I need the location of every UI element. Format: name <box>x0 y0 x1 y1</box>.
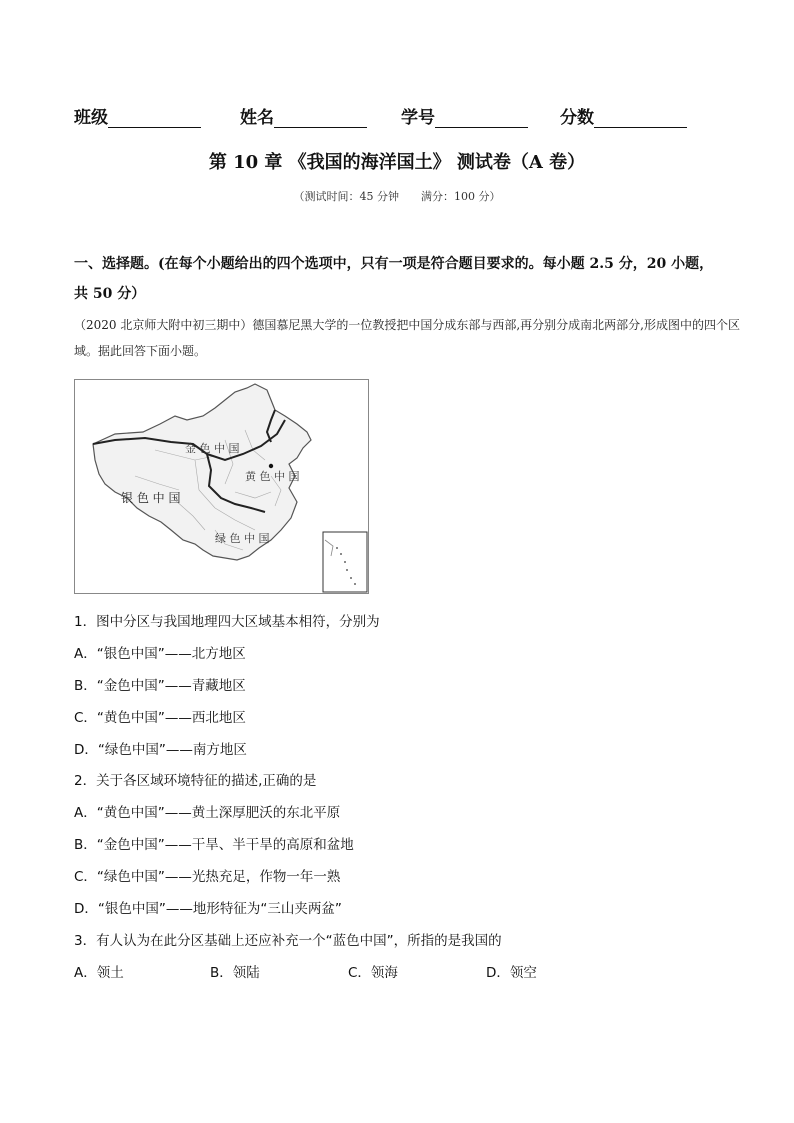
class-field[interactable] <box>74 103 201 128</box>
q2-option-b[interactable]: B．“金色中国”——干旱、半干旱的高原和盆地 <box>74 837 354 853</box>
section-heading: 一、选择题。(在每个小题给出的四个选项中，只有一项是符合题目要求的。每小题 2.5 分，20 小题，共 50 分） <box>74 256 714 302</box>
score-blank[interactable] <box>594 109 687 128</box>
name-field[interactable] <box>240 103 367 128</box>
score-field[interactable] <box>560 103 687 128</box>
question-2-stem: 2．关于各区域环境特征的描述,正确的是 <box>74 773 317 789</box>
q3-option-c[interactable]: C．领海 <box>348 965 398 981</box>
q3-option-a[interactable]: A．领土 <box>74 965 124 981</box>
name-blank[interactable] <box>274 109 367 128</box>
question-1-stem: 1．图中分区与我国地理四大区域基本相符，分别为 <box>74 614 380 630</box>
student-id-blank[interactable] <box>435 109 528 128</box>
q2-option-a[interactable]: A．“黄色中国”——黄土深厚肥沃的东北平原 <box>74 805 341 821</box>
name-label: 姓名 <box>240 108 274 128</box>
q1-option-b[interactable]: B．“金色中国”——青藏地区 <box>74 678 246 694</box>
question-intro: （2020 北京师大附中初三期中）德国慕尼黑大学的一位教授把中国分成东部与西部,再分别分成南北两部分,形成图中的四个区域。据此回答下面小题。 <box>74 318 740 358</box>
student-id-field[interactable] <box>401 103 528 128</box>
q1-option-c[interactable]: C．“黄色中国”——西北地区 <box>74 710 246 726</box>
capital-dot <box>269 464 273 468</box>
q2-option-d[interactable]: D．“银色中国”——地形特征为“三山夹两盆” <box>74 901 342 917</box>
q1-option-a[interactable]: A．“银色中国”——北方地区 <box>74 646 246 662</box>
label-silver: 银 色 中 国 <box>121 491 181 505</box>
question-3-stem: 3．有人认为在此分区基础上还应补充一个“蓝色中国”，所指的是我国的 <box>74 933 502 949</box>
label-yellow: 黄 色 中 国 <box>245 470 300 483</box>
q3-option-b[interactable]: B．领陆 <box>210 965 260 981</box>
q1-option-d[interactable]: D．“绿色中国”——南方地区 <box>74 742 247 758</box>
label-gold: 金 色 中 国 <box>185 442 240 455</box>
page-subtitle: （测试时间：45 分钟 满分：100 分） <box>293 190 501 203</box>
label-green: 绿 色 中 国 <box>215 532 270 545</box>
q2-option-c[interactable]: C．“绿色中国”——光热充足，作物一年一熟 <box>74 869 341 885</box>
class-blank[interactable] <box>108 109 201 128</box>
score-label: 分数 <box>560 108 594 128</box>
page-title: 第 10 章 《我国的海洋国土》 测试卷（A 卷） <box>208 152 586 173</box>
china-map-drawing <box>75 380 368 593</box>
q3-option-d[interactable]: D．领空 <box>486 965 537 981</box>
class-label: 班级 <box>74 108 108 128</box>
student-id-label: 学号 <box>401 108 435 128</box>
china-regions-map <box>74 379 369 594</box>
